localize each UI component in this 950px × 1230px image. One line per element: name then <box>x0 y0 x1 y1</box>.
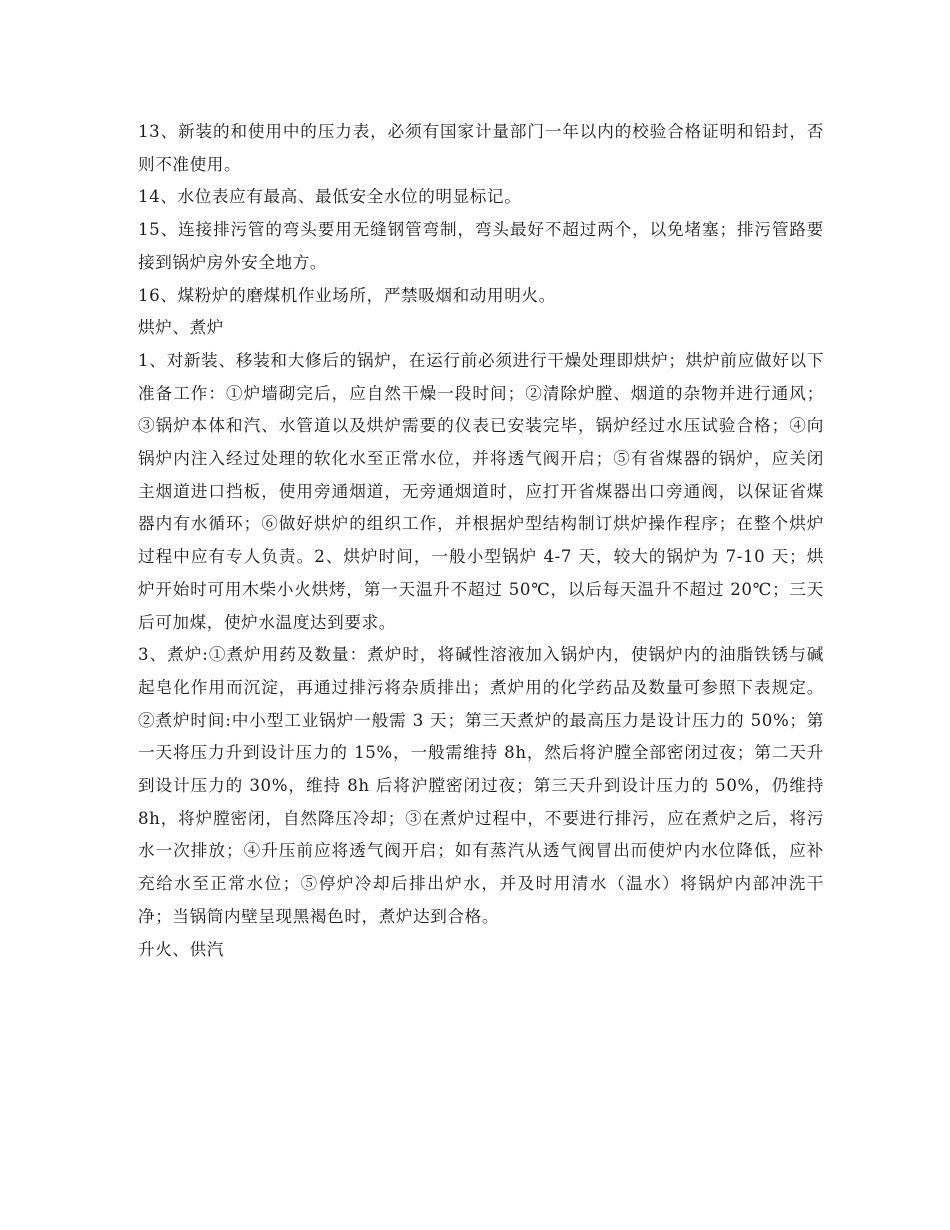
paragraph-item-15: 15、连接排污管的弯头要用无缝钢管弯制，弯头最好不超过两个，以免堵塞；排污管路要接到锅炉房外安全地方。 <box>138 220 824 272</box>
paragraph-item-16: 16、煤粉炉的磨煤机作业场所，严禁吸烟和动用明火。 <box>138 285 556 305</box>
paragraph-item-14: 14、水位表应有最高、最低安全水位的明显标记。 <box>138 187 522 207</box>
paragraph-boiling: 3、煮炉:①煮炉用药及数量：煮炉时，将碱性溶液加入锅炉内，使锅炉内的油脂铁锈与碱起皂化作用而沉淀，再通过排污将杂质排出；煮炉用的化学药品及数量可参照下表规定。②煮炉时间:中小型工业锅炉一般需 3 天；第三天煮炉的最高压力是设计压力的 50%；第一天将压力升到设计压力的 15%，一般需维持 8h，然后将沪膛全部密闭过夜；第二天升到设计压力的 30%，维持 8h 后将沪膛密闭过夜；第三天升到设计压力的 50%，仍维持 8h，将炉膛密闭，自然降压冷却；③在煮炉过程中，不要进行排污，应在煮炉之后，将污水一次排放；④升压前应将透气阀开启；如有蒸汽从透气阀冒出而使炉内水位降低，应补充给水至正常水位；⑤停炉冷却后排出炉水，并及时用清水（温水）将锅炉内部冲洗干净；当锅筒内壁呈现黑褐色时，煮炉达到合格。 <box>138 645 824 926</box>
section-heading-firing-steam: 升火、供汽 <box>138 939 224 959</box>
paragraph-item-13: 13、新装的和使用中的压力表，必须有国家计量部门一年以内的校验合格证明和铅封，否则不准使用。 <box>138 122 824 174</box>
paragraph-drying: 1、对新装、移装和大修后的锅炉，在运行前必须进行干燥处理即烘炉；烘炉前应做好以下准备工作：①炉墙砌完后，应自然干燥一段时间；②清除炉膛、烟道的杂物并进行通风；③锅炉本体和汽、水管道以及烘炉需要的仪表已安装完毕，锅炉经过水压试验合格；④向锅炉内注入经过处理的软化水至正常水位，并将透气阀开启；⑤有省煤器的锅炉，应关闭主烟道进口挡板，使用旁通烟道，无旁通烟道时，应打开省煤器出口旁通阀，以保证省煤器内有水循环；⑥做好烘炉的组织工作，并根据炉型结构制订烘炉操作程序；在整个烘炉过程中应有专人负责。2、烘炉时间，一般小型锅炉 4-7 天，较大的锅炉为 7-10 天；烘炉开始时可用木柴小火烘烤，第一天温升不超过 50℃，以后每天温升不超过 20℃；三天后可加煤，使炉水温度达到要求。 <box>138 350 824 632</box>
document-body <box>138 116 824 966</box>
section-heading-drying-boiling: 烘炉、煮炉 <box>138 318 224 338</box>
